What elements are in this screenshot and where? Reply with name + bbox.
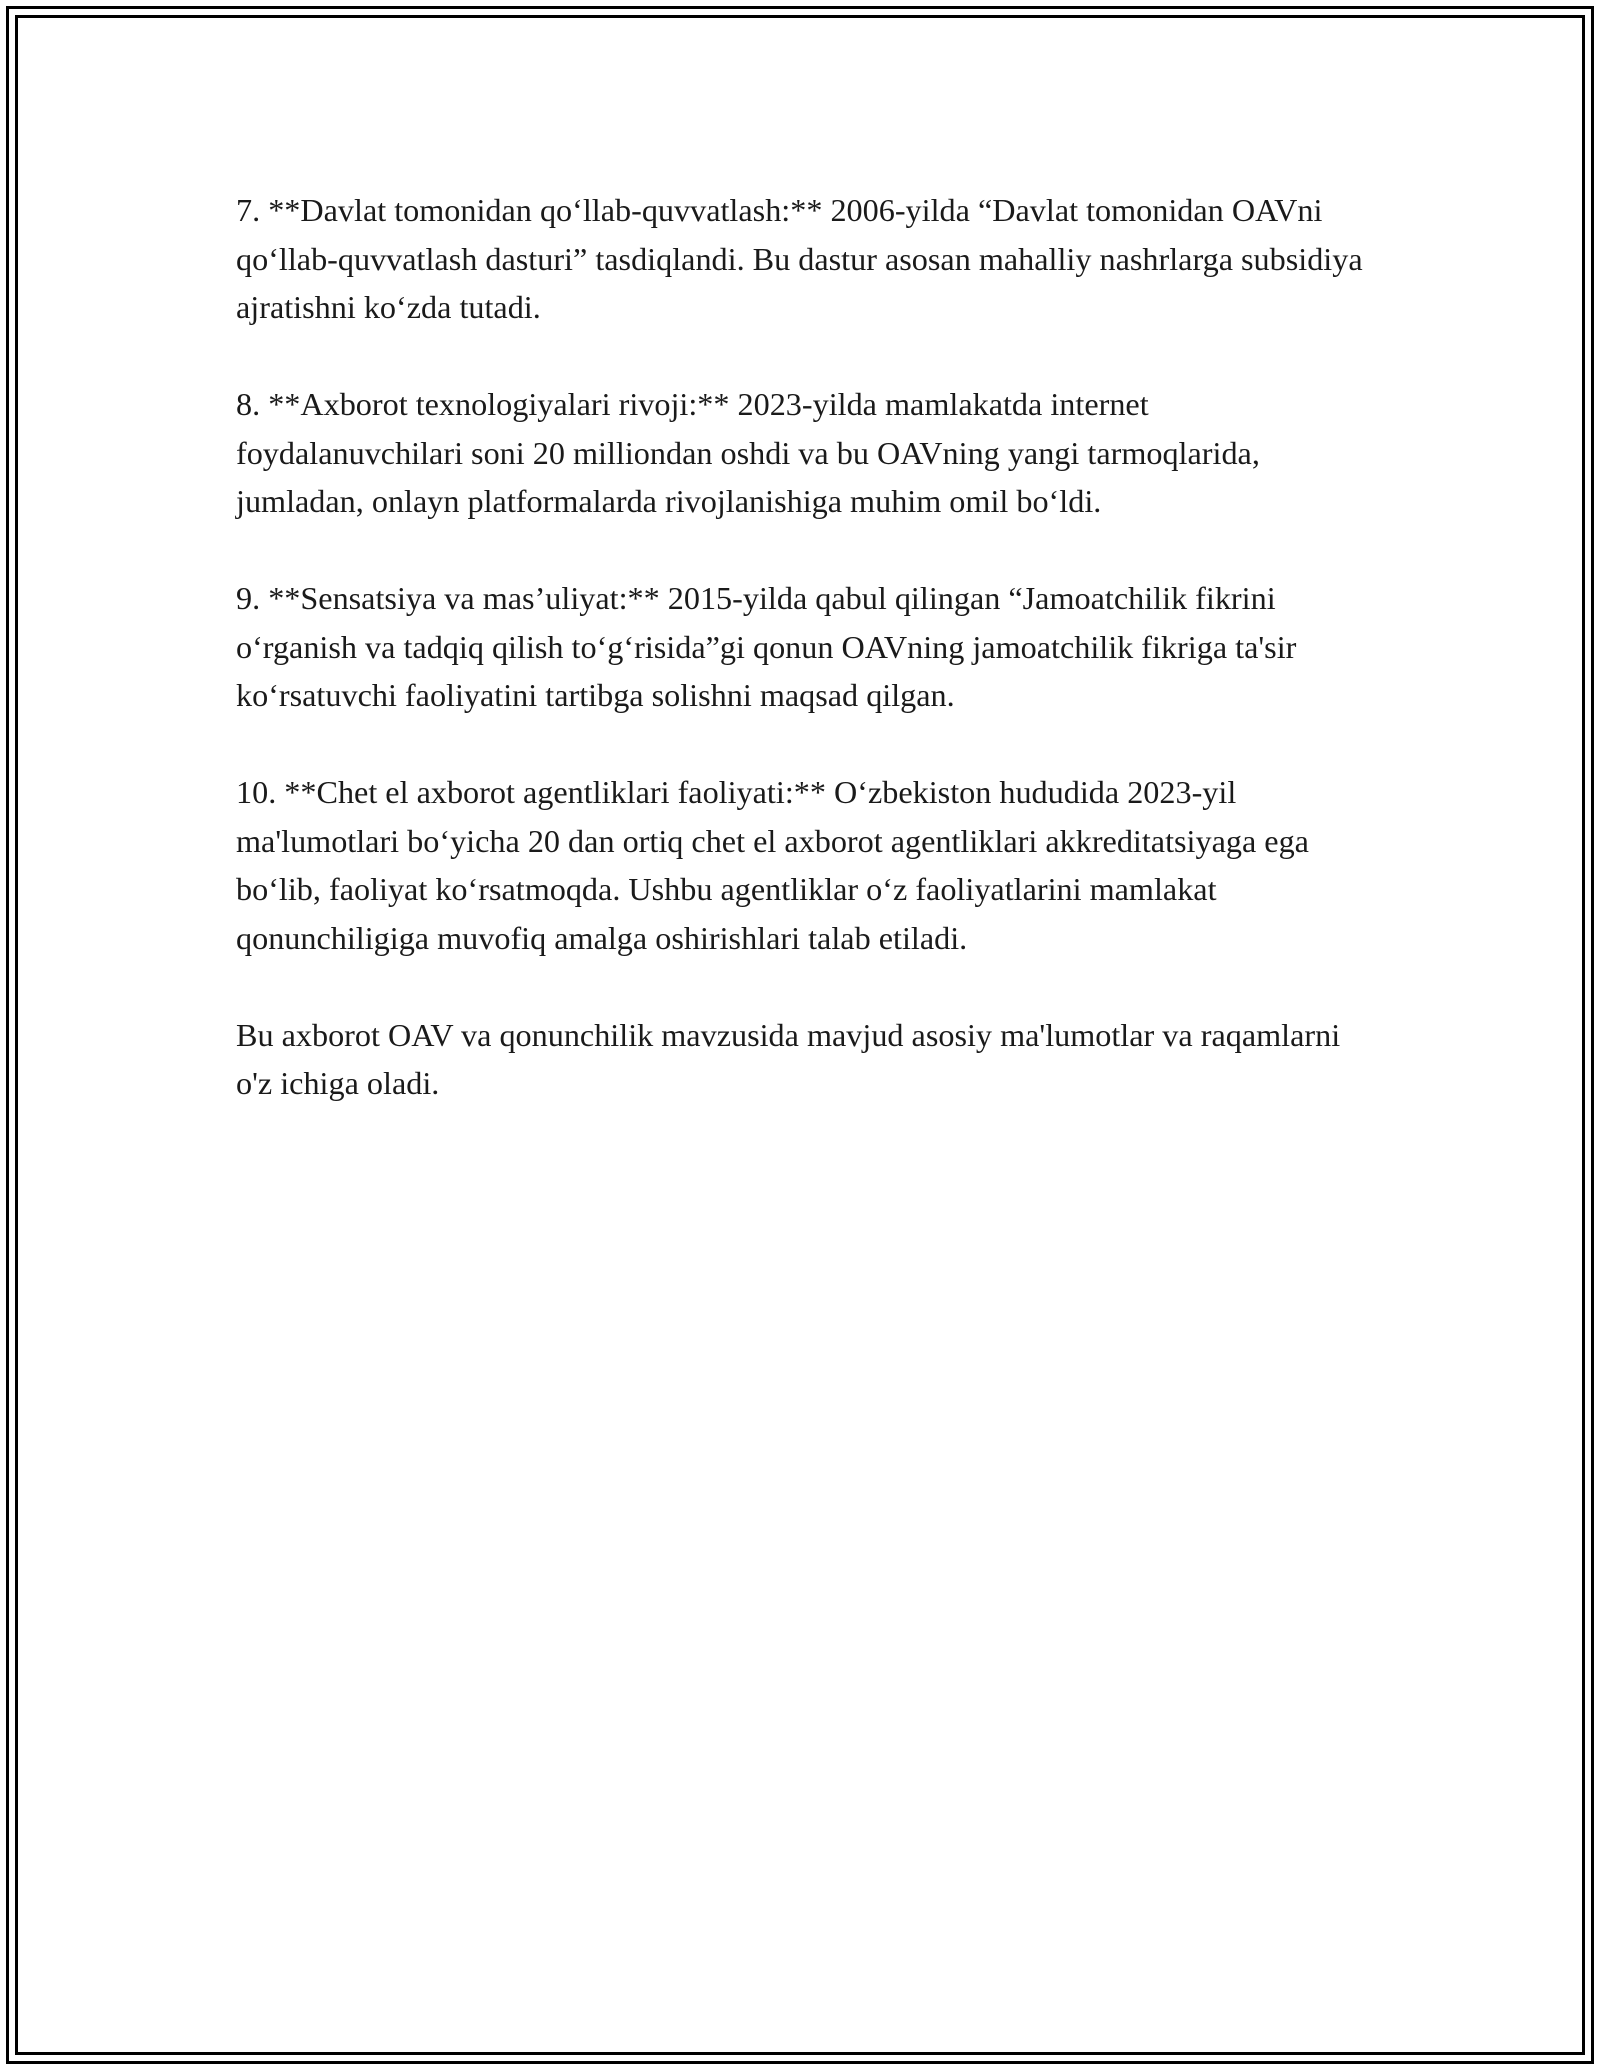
paragraph-item-9: 9. **Sensatsiya va mas’uliyat:** 2015-yilda qabul qilingan “Jamoatchilik fikrini o‘rganish va tadqiq qilish to‘g‘risida”gi qonun OAVning jamoatchilik fikriga ta'sir ko‘rsatuvchi faoliyatini tartibga solishni maqsad qilgan. <box>236 580 1297 713</box>
document-body <box>236 186 1368 1156</box>
paragraph-conclusion: Bu axborot OAV va qonunchilik mavzusida mavjud asosiy ma'lumotlar va raqamlarni o'z ichiga oladi. <box>236 1016 1341 1101</box>
paragraph-item-7: 7. **Davlat tomonidan qo‘llab-quvvatlash:** 2006-yilda “Davlat tomonidan OAVni qo‘llab-quvvatlash dasturi” tasdiqlandi. Bu dastur asosan mahalliy nashrlarga subsidiya ajratishni ko‘zda tutadi. <box>236 192 1363 325</box>
paragraph-item-8: 8. **Axborot texnologiyalari rivoji:** 2023-yilda mamlakatda internet foydalanuvchilari soni 20 milliondan oshdi va bu OAVning yangi tarmoqlarida, jumladan, onlayn platformalarda rivojlanishiga muhim omil bo‘ldi. <box>236 386 1260 519</box>
paragraph-item-10: 10. **Chet el axborot agentliklari faoliyati:** O‘zbekiston hududida 2023-yil ma'lumotlari bo‘yicha 20 dan ortiq chet el axborot agentliklari akkreditatsiyaga ega bo‘lib, faoliyat ko‘rsatmoqda. Ushbu agentliklar o‘z faoliyatlarini mamlakat qonunchiligiga muvofiq amalga oshirishlari talab etiladi. <box>236 774 1309 956</box>
